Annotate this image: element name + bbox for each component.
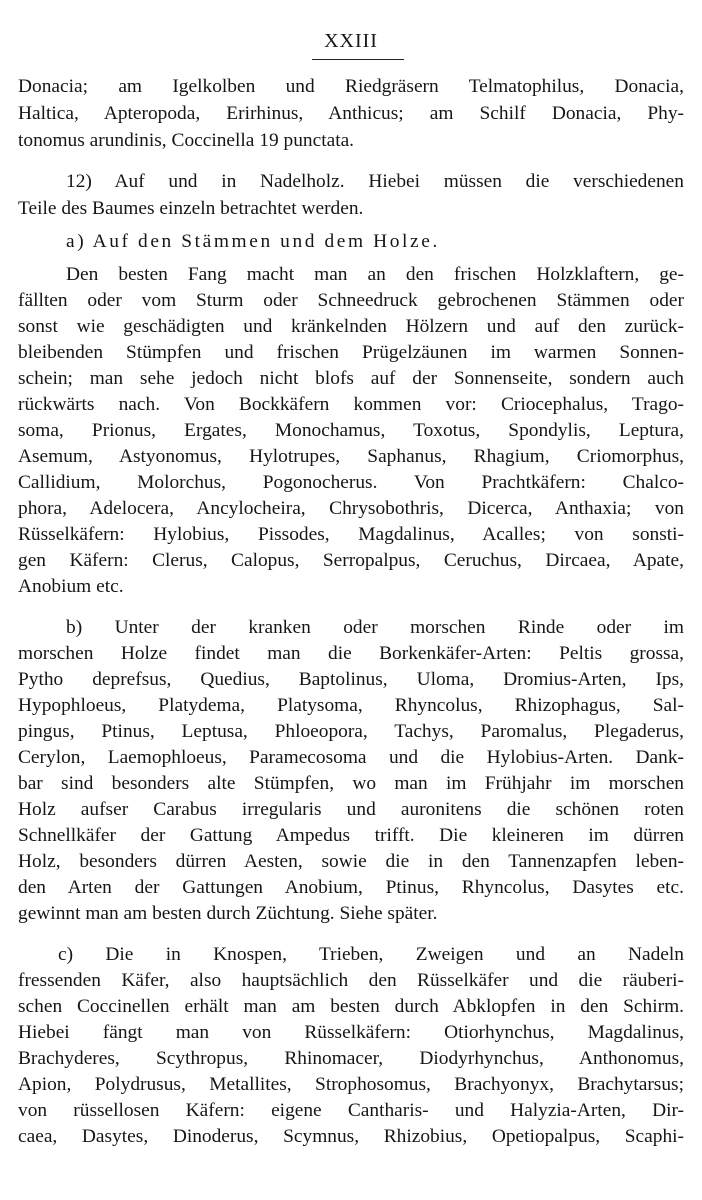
text-line: Haltica, Apteropoda, Erirhinus, Anthicus; am Schilf Donacia, Phy- bbox=[18, 103, 684, 124]
text-line: schein; man sehe jedoch nicht blofs auf der Sonnenseite, sondern auch bbox=[18, 368, 684, 389]
text-line: Pytho deprefsus, Quedius, Baptolinus, Uloma, Dromius-Arten, Ips, bbox=[18, 669, 684, 690]
text-line: Cerylon, Laemophloeus, Paramecosoma und die Hylobius-Arten. Dank- bbox=[18, 747, 684, 768]
text-line: bar sind besonders alte Stümpfen, wo man im Frühjahr im morschen bbox=[18, 773, 684, 794]
text-line: von rüssellosen Käfern: eigene Cantharis- und Halyzia-Arten, Dir- bbox=[18, 1100, 684, 1121]
text-line: schen Coccinellen erhält man am besten durch Abklopfen in den Schirm. bbox=[18, 996, 684, 1017]
text-line: fressenden Käfer, also hauptsächlich den Rüsselkäfer und die räuberi- bbox=[18, 970, 684, 991]
text-line: Asemum, Astyonomus, Hylotrupes, Saphanus, Rhagium, Criomorphus, bbox=[18, 446, 684, 467]
text-line: Holz, besonders dürren Aesten, sowie die in den Tannenzapfen leben- bbox=[18, 851, 684, 872]
text-line: Holz aufser Carabus irregularis und auronitens die schönen roten bbox=[18, 799, 684, 820]
text-line: Schnellkäfer der Gattung Ampedus trifft. Die kleineren im dürren bbox=[18, 825, 684, 846]
text-line: fällten oder vom Sturm oder Schneedruck gebrochenen Stämmen oder bbox=[18, 290, 684, 311]
text-line: Teile des Baumes einzeln betrachtet werden. bbox=[18, 198, 364, 219]
text-line: 12) Auf und in Nadelholz. Hiebei müssen die verschiedenen bbox=[66, 171, 684, 192]
text-line: Hypophloeus, Platydema, Platysoma, Rhyncolus, Rhizophagus, Sal- bbox=[18, 695, 684, 716]
text-line: bleibenden Stümpfen und frischen Prügelzäunen im warmen Sonnen- bbox=[18, 342, 684, 363]
text-line: Hiebei fängt man von Rüsselkäfern: Otiorhynchus, Magdalinus, bbox=[18, 1022, 684, 1043]
text-line: caea, Dasytes, Dinoderus, Scymnus, Rhizobius, Opetiopalpus, Scaphi- bbox=[18, 1126, 684, 1147]
text-line: Brachyderes, Scythropus, Rhinomacer, Diodyrhynchus, Anthonomus, bbox=[18, 1048, 684, 1069]
header-rule bbox=[312, 59, 404, 60]
text-line: c) Die in Knospen, Trieben, Zweigen und an Nadeln bbox=[58, 944, 684, 965]
text-line: rückwärts nach. Von Bockkäfern kommen vor: Criocephalus, Trago- bbox=[18, 394, 684, 415]
text-line: Anobium etc. bbox=[18, 576, 124, 597]
text-line: tonomus arundinis, Coccinella 19 punctata. bbox=[18, 130, 355, 151]
text-line: phora, Adelocera, Ancylocheira, Chrysobothris, Dicerca, Anthaxia; von bbox=[18, 498, 684, 519]
page-number: XXIII bbox=[324, 30, 378, 52]
text-line: Donacia; am Igelkolben und Riedgräsern Telmatophilus, Donacia, bbox=[18, 76, 684, 97]
text-line: pingus, Ptinus, Leptusa, Phloeopora, Tachys, Paromalus, Plegaderus, bbox=[18, 721, 684, 742]
text-line: sonst wie geschädigten und kränkelnden Hölzern und auf den zurück- bbox=[18, 316, 684, 337]
text-line: morschen Holze findet man die Borkenkäfer-Arten: Peltis grossa, bbox=[18, 643, 684, 664]
text-line: Apion, Polydrusus, Metallites, Strophosomus, Brachyonyx, Brachytarsus; bbox=[18, 1074, 684, 1095]
text-line: Rüsselkäfern: Hylobius, Pissodes, Magdalinus, Acalles; von sonsti- bbox=[18, 524, 684, 545]
text-line: den Arten der Gattungen Anobium, Ptinus, Rhyncolus, Dasytes etc. bbox=[18, 877, 684, 898]
section-heading: a) Auf den Stämmen und dem Holze. bbox=[66, 231, 440, 252]
text-line: gen Käfern: Clerus, Calopus, Serropalpus, Ceruchus, Dircaea, Apate, bbox=[18, 550, 684, 571]
text-line: b) Unter der kranken oder morschen Rinde oder im bbox=[66, 617, 684, 638]
text-line: gewinnt man am besten durch Züchtung. Siehe später. bbox=[18, 903, 438, 924]
text-line: Callidium, Molorchus, Pogonocherus. Von Prachtkäfern: Chalco- bbox=[18, 472, 684, 493]
text-line: Den besten Fang macht man an den frischen Holzklaftern, ge- bbox=[66, 264, 684, 285]
text-line: soma, Prionus, Ergates, Monochamus, Toxotus, Spondylis, Leptura, bbox=[18, 420, 684, 441]
